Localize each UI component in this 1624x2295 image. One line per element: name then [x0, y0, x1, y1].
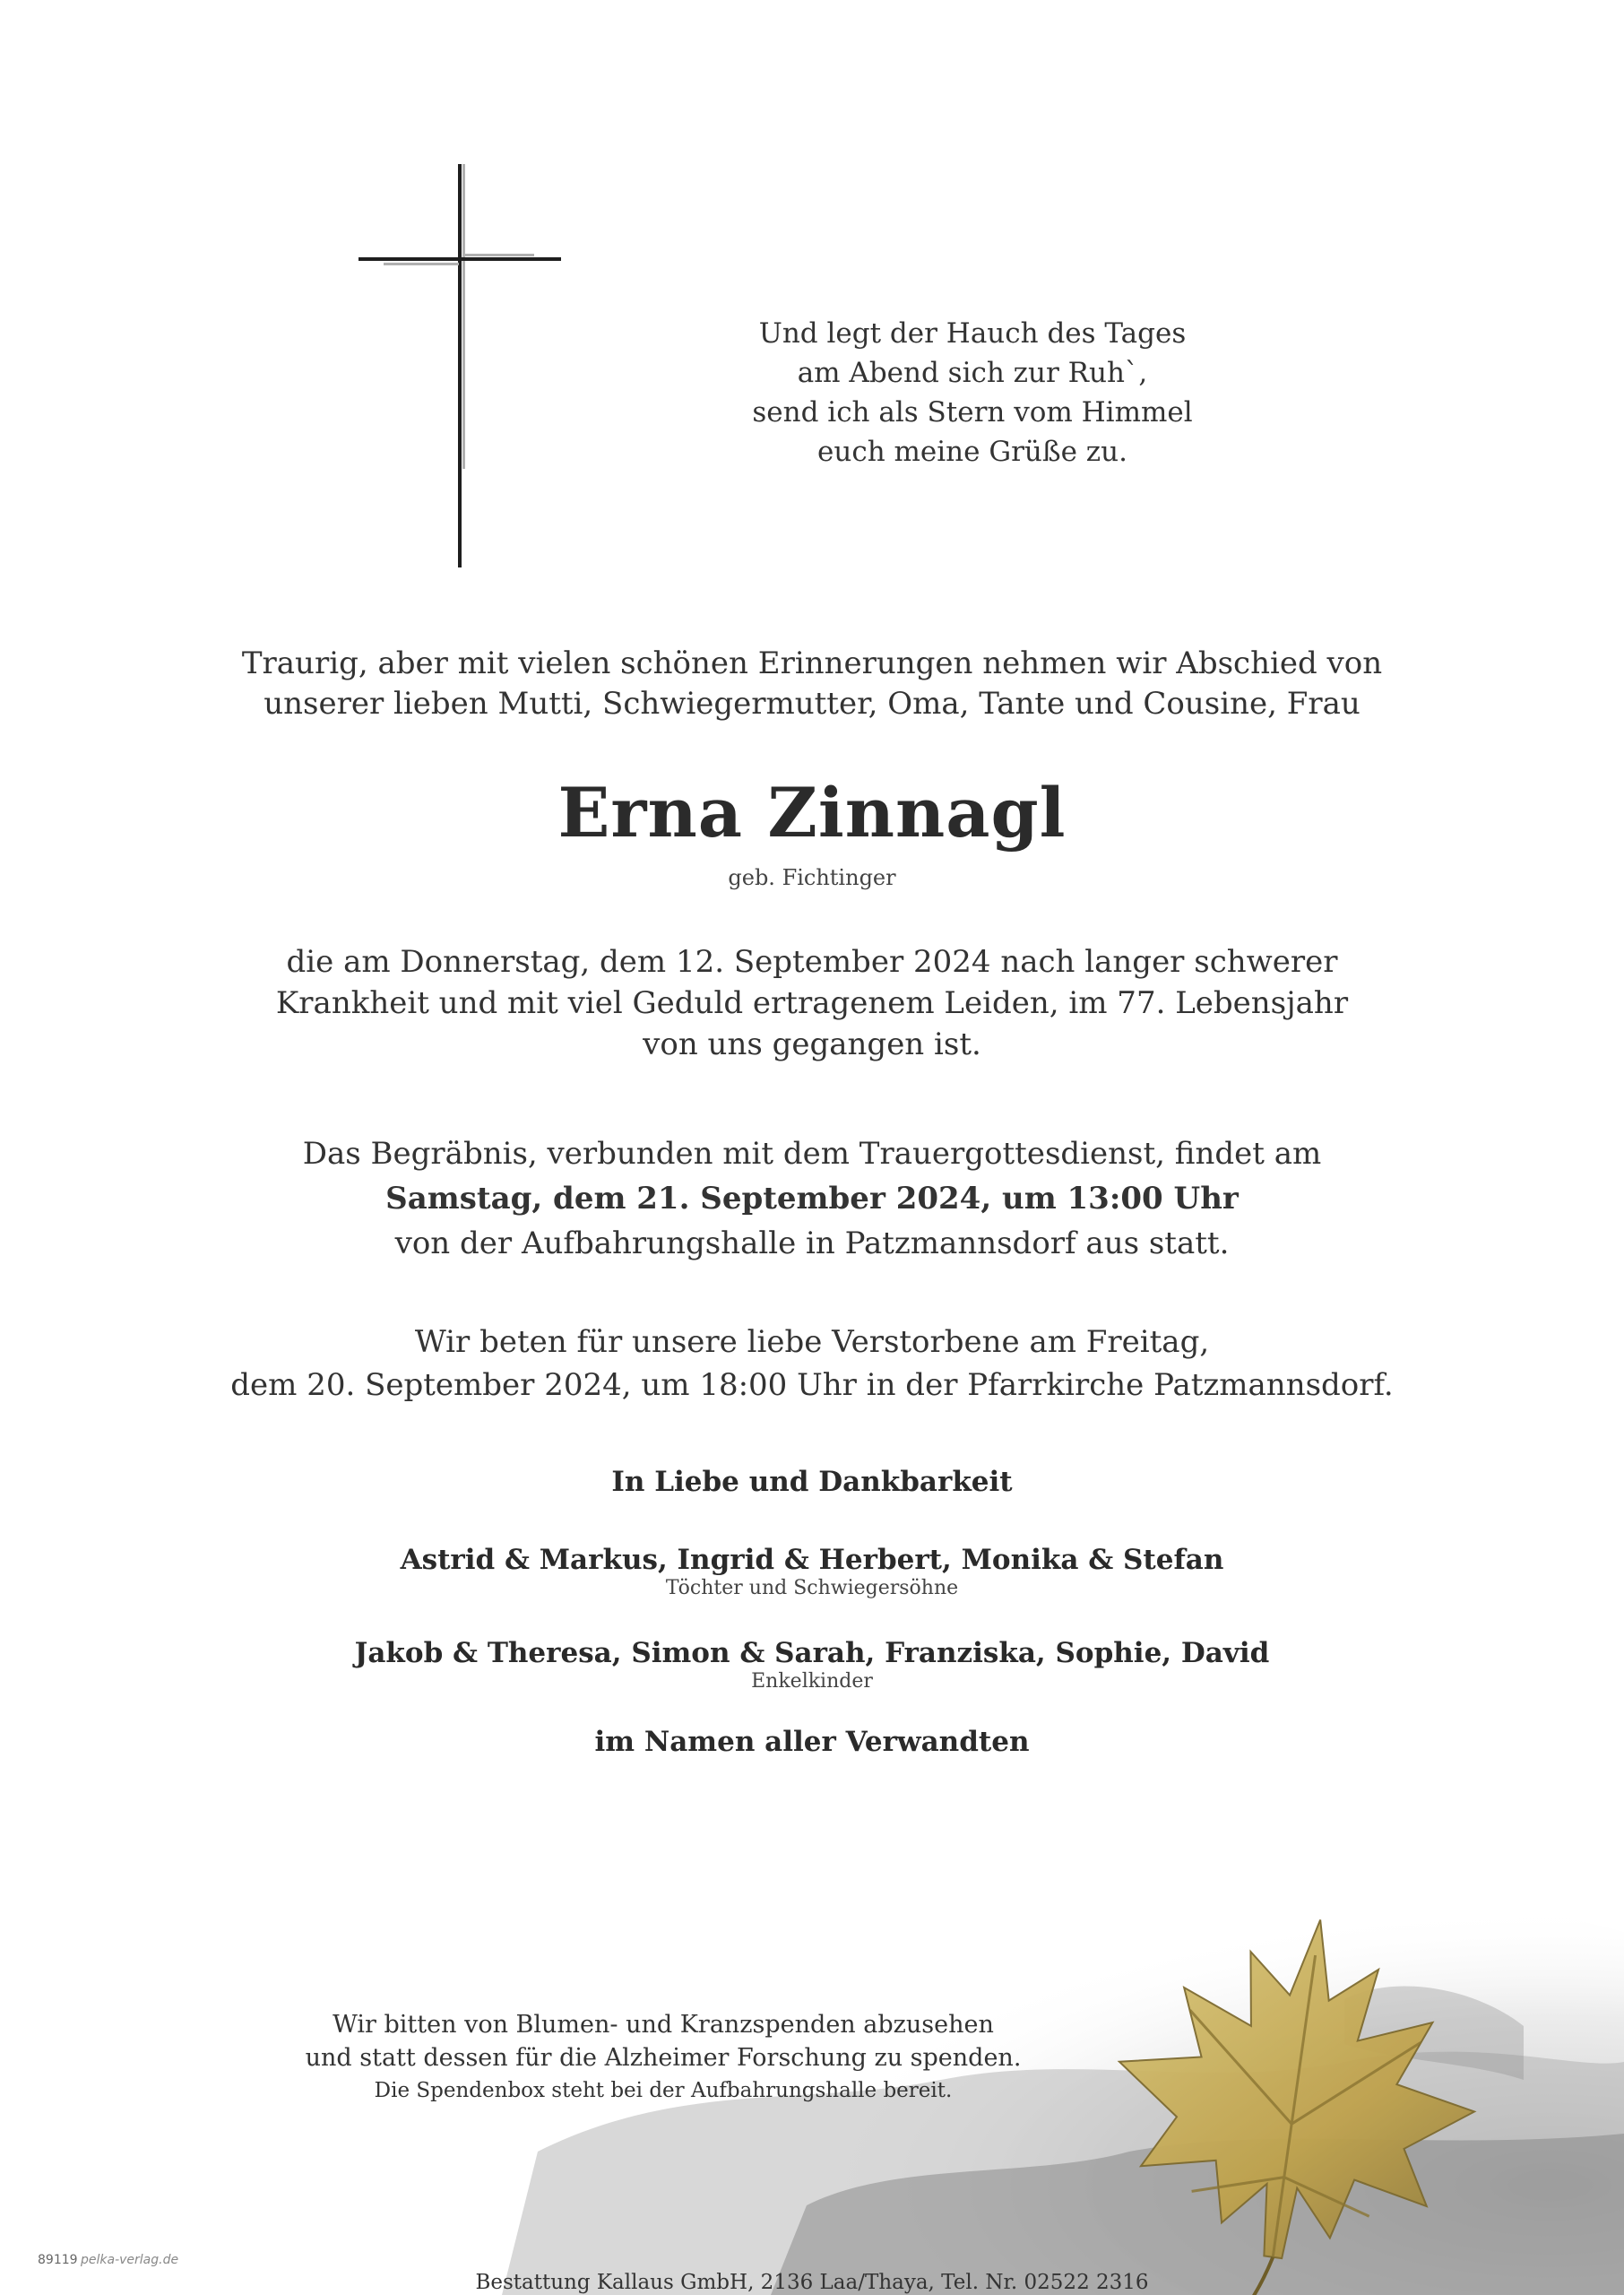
cross-icon [358, 164, 565, 567]
print-code: 89119 [38, 2253, 78, 2267]
funeral-line: Das Begräbnis, verbunden mit dem Trauergottesdienst, findet am [302, 1136, 1322, 1172]
donation-line: und statt dessen für die Alzheimer Forschung zu spenden. [305, 2044, 1022, 2072]
death-notice-line: Krankheit und mit viel Geduld ertragenem Leiden, im 77. Lebensjahr [275, 985, 1349, 1021]
death-notice-line: von uns gegangen ist. [643, 1026, 981, 1062]
relatives-line: im Namen aller Verwandten [594, 1726, 1030, 1758]
poem [695, 314, 1250, 472]
mourner-names: Astrid & Markus, Ingrid & Herbert, Monika & Stefan [400, 1544, 1224, 1576]
funeral-location: von der Aufbahrungshalle in Patzmannsdorf aus statt. [394, 1225, 1230, 1261]
mourner-group [0, 1544, 1624, 1601]
maple-leaf-scenery [0, 1703, 1624, 2295]
poem-line: Und legt der Hauch des Tages [758, 317, 1187, 350]
mourner-names: Jakob & Theresa, Simon & Sarah, Franziska, Sophie, David [354, 1637, 1270, 1669]
poem-line: am Abend sich zur Ruh`, [797, 357, 1148, 389]
maiden-name: geb. Fichtinger [728, 865, 896, 890]
prayer-line: Wir beten für unsere liebe Verstorbene am Freitag, [414, 1324, 1210, 1360]
funeral-info [0, 1131, 1624, 1266]
poem-line: send ich als Stern vom Himmel [752, 396, 1193, 429]
mourner-relation: Töchter und Schwiegersöhne [665, 1577, 959, 1599]
donation-line: Die Spendenbox steht bei der Aufbahrungshalle bereit. [374, 2079, 953, 2102]
deceased-name: Erna Zinnagl [557, 773, 1067, 853]
intro-line: Traurig, aber mit vielen schönen Erinnerungen nehmen wir Abschied von [241, 645, 1383, 681]
intro-line: unserer lieben Mutti, Schwiegermutter, Oma, Tante und Cousine, Frau [263, 686, 1361, 722]
mourner-relation: Enkelkinder [751, 1670, 873, 1693]
funeral-date-time: Samstag, dem 21. September 2024, um 13:00 Uhr [385, 1181, 1239, 1217]
donation-note [215, 2008, 1111, 2108]
donation-line: Wir bitten von Blumen- und Kranzspenden abzusehen [333, 2011, 994, 2039]
prayer-line: dem 20. September 2024, um 18:00 Uhr in der Pfarrkirche Patzmannsdorf. [230, 1367, 1394, 1403]
undertaker-info: Bestattung Kallaus GmbH, 2136 Laa/Thaya, Tel. Nr. 02522 2316 [475, 2271, 1149, 2294]
intro-text [0, 644, 1624, 724]
publisher-mark: pelka-verlag.de [81, 2253, 179, 2267]
death-notice [0, 941, 1624, 1065]
mourner-group [0, 1637, 1624, 1694]
death-notice-line: die am Donnerstag, dem 12. September 2024 nach langer schwerer [286, 944, 1338, 980]
poem-line: euch meine Grüße zu. [817, 436, 1127, 468]
closing-phrase: In Liebe und Dankbarkeit [611, 1466, 1013, 1498]
prayer-info [0, 1321, 1624, 1407]
